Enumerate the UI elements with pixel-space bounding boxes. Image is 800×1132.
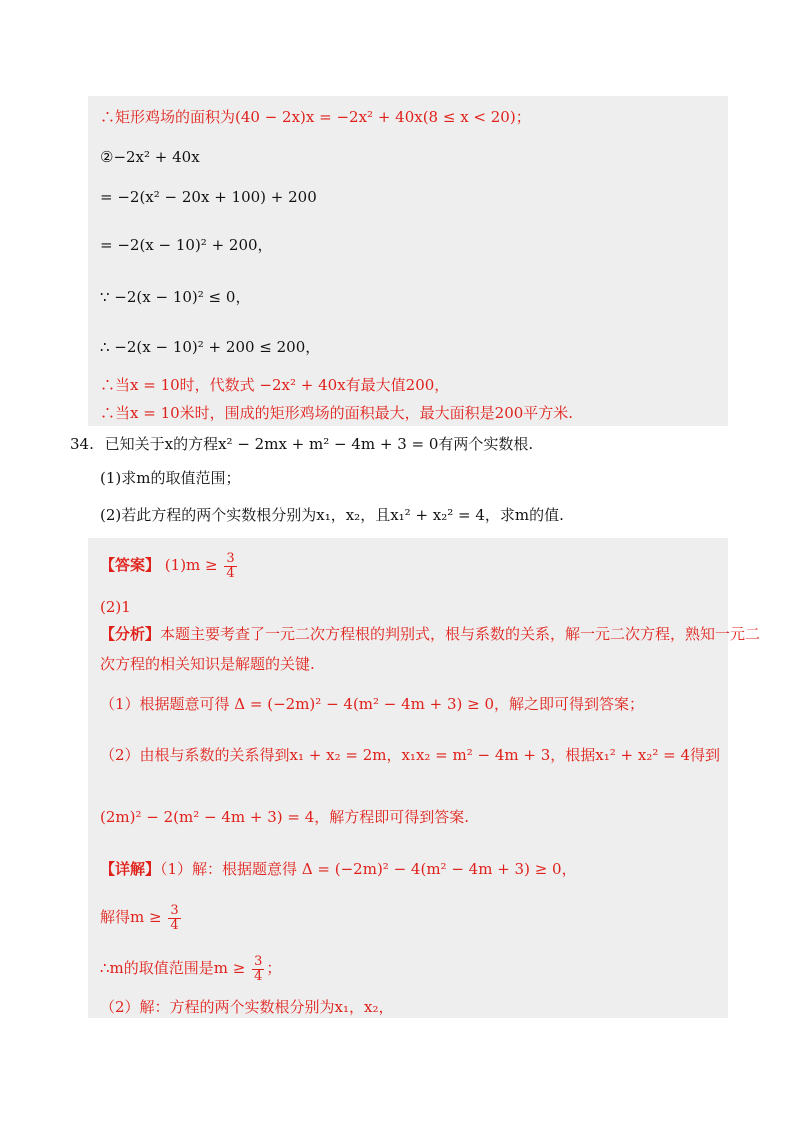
analysis-tag: 【分析】 xyxy=(100,625,161,643)
analysis-line3: （1）根据题意可得 Δ = (−2m)² − 4(m² − 4m + 3) ≥ 0，解之即可得到答案； xyxy=(100,695,645,713)
step1: = −2(x² − 20x + 100) + 200 xyxy=(100,188,317,206)
answer-tag: 【答案】 xyxy=(100,556,161,575)
detail-fraction-2: $\frac{3}{4}$ xyxy=(254,954,263,984)
analysis-line1: 【分析】本题主要考查了一元二次方程根的判别式，根与系数的关系，解一元二次方程，熟知一元二 xyxy=(100,625,761,643)
detail-line2: 解得m ≥ $\frac{3}{4}$ xyxy=(100,903,179,933)
analysis-line5: (2m)² − 2(m² − 4m + 3) = 4，解方程即可得到答案. xyxy=(100,808,470,826)
conclusion1: ∴当x = 10时，代数式 −2x² + 40x有最大值200， xyxy=(100,376,450,394)
detail-tag: 【详解】 xyxy=(100,860,161,878)
answer-part2: (2)1 xyxy=(100,598,131,616)
answer-fraction: $\frac{3}{4}$ xyxy=(226,551,235,581)
answer-part1: (1)m ≥ xyxy=(164,556,218,575)
part2-label: ②−2x² + 40x xyxy=(100,148,200,166)
question-sub2: (2)若此方程的两个实数根分别为x₁，x₂，且x₁² + x₂² = 4，求m的值. xyxy=(100,506,564,524)
analysis-line4: （2）由根与系数的关系得到x₁ + x₂ = 2m，x₁x₂ = m² − 4m + 3，根据x₁² + x₂² = 4得到 xyxy=(100,746,720,764)
question-stem: 已知关于x的方程x² − 2mx + m² − 4m + 3 = 0有两个实数根. xyxy=(104,435,534,453)
answer-line xyxy=(100,552,239,580)
step4: ∴ −2(x − 10)² + 200 ≤ 200， xyxy=(100,338,321,356)
area-line: ∴矩形鸡场的面积为(40 − 2x)x = −2x² + 40x(8 ≤ x < 20)； xyxy=(100,108,531,126)
analysis-line2: 次方程的相关知识是解题的关键. xyxy=(100,655,315,673)
detail-line4: （2）解：方程的两个实数根分别为x₁，x₂， xyxy=(100,998,394,1016)
step3: ∵ −2(x − 10)² ≤ 0， xyxy=(100,288,251,306)
question-number: 34. 已知关于x的方程x² − 2mx + m² − 4m + 3 = 0有两个实数根. xyxy=(70,435,534,453)
question-sub1: (1)求m的取值范围； xyxy=(100,469,241,487)
detail-fraction-1: $\frac{3}{4}$ xyxy=(170,903,179,933)
step2: = −2(x − 10)² + 200， xyxy=(100,236,273,254)
answer-box xyxy=(88,538,728,1018)
detail-line3: ∴m的取值范围是m ≥ $\frac{3}{4}$ ； xyxy=(100,954,282,984)
conclusion2: ∴当x = 10米时，围成的矩形鸡场的面积最大，最大面积是200平方米. xyxy=(100,404,574,422)
detail-line1: 【详解】（1）解：根据题意得 Δ = (−2m)² − 4(m² − 4m + 3) ≥ 0， xyxy=(100,860,577,878)
